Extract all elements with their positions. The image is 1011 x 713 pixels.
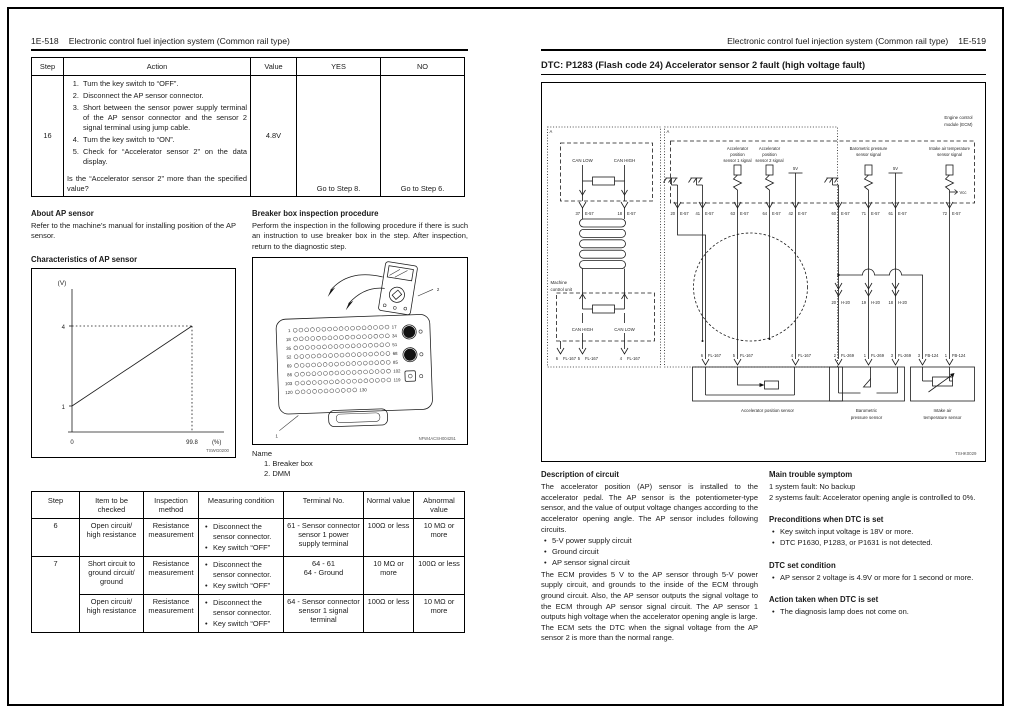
baro-sensor-label: Barometric (855, 408, 878, 413)
connector-pin (861, 202, 880, 216)
pin-number: 3 (917, 353, 920, 358)
characteristics-heading: Characteristics of AP sensor (31, 255, 138, 265)
left-page-number: 1E-518 (31, 36, 59, 46)
description-bullets: • 5-V power supply circuit • Ground circuit • AP sensor signal circuit (541, 536, 758, 568)
pin-number: 72 (942, 211, 947, 216)
breaker-row-end-label: 17 (391, 324, 397, 330)
iat-sensor-box (911, 367, 975, 401)
breaker-row-start-label: 35 (286, 345, 292, 351)
can-high-label: CAN HIGH (613, 158, 636, 163)
figure-code: NFW4ACSH004251 (418, 435, 456, 441)
cell-abnormal: 10 MΩ or more (414, 594, 465, 632)
can-low-label: CAN LOW (614, 327, 635, 332)
cell-yes: Go to Step 8. (297, 76, 381, 197)
preconditions-bullets: • Key switch input voltage is 18V or more. • DTC P1630, P1283, or P1631 is not detected. (769, 527, 986, 548)
breaker-row-end-label: 102 (393, 368, 401, 374)
cell-condition: • Disconnect the sensor connector. • Key switch “OFF” (199, 556, 284, 594)
connector-name: FB-124 (952, 353, 966, 358)
symptom-column (769, 470, 986, 644)
connector-name: FL-269 (898, 353, 911, 358)
col-normal: Normal value (364, 491, 414, 518)
pin-number: 64 (762, 211, 767, 216)
action-question: Is the “Accelerator sensor 2” more than the specified value? (67, 173, 247, 193)
connector-name: H-20 (898, 300, 907, 305)
characteristic-line (72, 326, 192, 406)
connector-pin (578, 348, 599, 361)
twisted-pair (580, 219, 626, 269)
cell-method: Resistance measurement (144, 594, 199, 632)
breaker-hole-grid (283, 324, 402, 395)
connector-name: E-57 (841, 211, 850, 216)
dmm-lead (331, 275, 383, 290)
pin-number: 60 (831, 211, 836, 216)
pin-number: 6 (555, 356, 558, 361)
pin-number: 20 (831, 300, 836, 305)
action-bullets: • The diagnosis lamp does not come on. (769, 607, 986, 617)
x-tick-998: 99.8 (186, 440, 198, 447)
col-abnormal: Abnormal value (414, 491, 465, 518)
about-heading: About AP sensor (31, 208, 94, 218)
breaker-box-drawing (253, 258, 467, 444)
ap-sensor-box (693, 367, 843, 401)
action-item: 3. Short between the sensor power supply terminal of the AP sensor connector and the sensor 2 signal terminal using jump cable. (81, 103, 247, 133)
zone-a-label: A (666, 129, 670, 134)
breaker-row-start-label: 18 (285, 336, 291, 342)
breaker-row-end-label: 51 (392, 341, 398, 347)
connector-pin (556, 348, 577, 361)
breaker-row-start-label: 120 (285, 389, 293, 395)
step-table (31, 57, 465, 197)
about-body: Refer to the machine’s manual for installing position of the AP sensor. (31, 220, 236, 241)
shield-ellipse (694, 233, 808, 341)
col-action: Action (64, 58, 251, 76)
breaker-box-figure (252, 257, 468, 445)
cell-abnormal: 100Ω or less (414, 556, 465, 594)
figure-legend (252, 449, 468, 478)
col-value: Value (251, 58, 297, 76)
ap-characteristics-figure (31, 268, 236, 458)
x-axis-unit: (%) (212, 440, 222, 447)
dtc-heading: DTC: P1283 (Flash code 24) Accelerator sensor 2 fault (high voltage fault) (541, 60, 986, 75)
col-item: Item to be checked (80, 491, 144, 518)
col-no: NO (381, 58, 465, 76)
figure-code: TSWG0200 (206, 448, 229, 454)
vcc-label: Vcc (959, 190, 967, 195)
action-list (67, 79, 247, 167)
symptom-line: 2 systems fault: Accelerator opening angle is controlled to 0%. (769, 492, 976, 502)
right-page-title: Electronic control fuel injection system (Common rail type) (727, 36, 949, 46)
ecm-label: Engine control (944, 115, 973, 120)
svg-text:sensor 2 signal: sensor 2 signal (755, 158, 784, 163)
cell-step: 7 (32, 556, 80, 632)
step-table-row (32, 76, 465, 197)
breaker-row-end-label: 85 (392, 359, 398, 365)
connector-pin (888, 283, 907, 305)
connector-name: FL-167 (708, 353, 721, 358)
svg-text:module (ECM): module (ECM) (944, 122, 973, 127)
connector-pin (831, 283, 850, 305)
pin-number: 41 (695, 211, 700, 216)
pin-number: 5 (732, 353, 735, 358)
breaker-row-start-label: 103 (284, 380, 293, 387)
cell-normal: 100Ω or less (364, 518, 414, 556)
action-item: 4. Turn the key switch to “ON”. (81, 135, 247, 145)
cell-abnormal: 10 MΩ or more (414, 518, 465, 556)
connector-pin (695, 202, 714, 216)
legend-item: 1. Breaker box (264, 458, 313, 468)
accel2-signal-label: Accelerator (758, 146, 781, 151)
symptom-heading: Main trouble symptom (769, 470, 853, 479)
cell-terminal: 64 - Sensor connector sensor 1 signal terminal (284, 594, 364, 632)
baro-signal-label: Barometric pressure (849, 146, 888, 151)
pin-number: 19 (861, 300, 866, 305)
connector-name: E-57 (772, 211, 781, 216)
description-p1: The accelerator position (AP) sensor is installed to the accelerator pedal. The AP sensor is the potentiometer-type sensor, and the value of output voltage changes according to the accelerator opening angle. The AP sensor includes following circuits. (541, 482, 758, 534)
col-terminal: Terminal No. (284, 491, 364, 518)
baro-sensor-box (830, 367, 905, 401)
pin-number: 71 (861, 211, 866, 216)
left-page-title: Electronic control fuel injection system (Common rail type) (68, 36, 290, 46)
right-page-header (541, 36, 986, 51)
connector-pin (861, 283, 880, 305)
connector-name: E-57 (627, 211, 636, 216)
pin-number: 42 (788, 211, 793, 216)
action-item: 2. Disconnect the AP sensor connector. (81, 91, 247, 101)
connector-name: FL-269 (841, 353, 854, 358)
action-item: 5. Check for “Accelerator sensor 2” on the data display. (81, 147, 247, 167)
cell-step: 6 (32, 518, 80, 556)
connector-name: E-57 (952, 211, 961, 216)
pin-number: 20 (670, 211, 675, 216)
callout-1: 1 (275, 433, 278, 439)
connector-name: H-20 (871, 300, 880, 305)
connector-pin (670, 202, 689, 216)
svg-text:sensor 1 signal: sensor 1 signal (723, 158, 752, 163)
check-row-7a (32, 556, 465, 594)
connector-pin (762, 202, 781, 216)
legend-heading: Name (252, 448, 273, 458)
cell-terminal: 64 - 61 64 - Ground (284, 556, 364, 594)
can-high-label: CAN HIGH (571, 327, 594, 332)
connector-pin (730, 202, 749, 216)
connector-name: FL-167 (563, 356, 576, 361)
circuit-diagram (542, 83, 985, 461)
description-p2: The ECM provides 5 V to the AP sensor through 5-V power supply circuit, and grounds to the inside of the ECM through ground circuit. Also, the AP sensor outputs the signal voltage to the ECM through AP sensor signal circuit. The AP sensor 1 outputs high voltage when the accelerator opening angle is large. (541, 569, 758, 622)
legend-item: 2. DMM (264, 468, 291, 478)
pin-number: 18 (888, 300, 893, 305)
y-tick-1: 1 (61, 405, 65, 412)
left-page-header (31, 36, 468, 51)
connector-name: E-57 (798, 211, 807, 216)
right-column (252, 199, 468, 478)
connector-pin (575, 202, 594, 216)
right-page (541, 36, 986, 644)
connector-pin-layer (556, 202, 966, 365)
preconditions-heading: Preconditions when DTC is set (769, 515, 884, 525)
connector-name: FL-269 (871, 353, 884, 358)
cell-normal: 100Ω or less (364, 594, 414, 632)
figure-code: TSHK0029 (955, 451, 977, 456)
connector-pin (701, 353, 722, 365)
iat-sensor-label: Intake air (933, 408, 952, 413)
connector-pin (788, 202, 807, 216)
cell-value: 4.8V (251, 76, 297, 197)
check-table (31, 491, 465, 633)
connector-pin (733, 353, 754, 365)
connector-name: H-20 (841, 300, 850, 305)
cell-no: Go to Step 6. (381, 76, 465, 197)
description-p3: The ECM sets the DTC when the signal voltage from the AP sensor 2 is more than the normal range. (541, 622, 758, 643)
action-item: 1. Turn the key switch to “OFF”. (81, 79, 247, 89)
pin-number: 1 (944, 353, 947, 358)
pin-number: 3 (890, 353, 893, 358)
cell-item: Open circuit/ high resistance (80, 518, 144, 556)
breaker-row-start-label: 52 (286, 354, 292, 360)
left-page (31, 36, 468, 633)
step-table-header-row (32, 58, 465, 76)
connector-pin (942, 202, 961, 216)
breaker-heading: Breaker box inspection procedure (252, 208, 379, 218)
cell-action (64, 76, 251, 197)
y-tick-4: 4 (61, 325, 65, 332)
col-step: Step (32, 58, 64, 76)
svg-text:control unit: control unit (550, 287, 572, 292)
ecm-can-box (561, 143, 653, 201)
pin-number: 4 (790, 353, 793, 358)
svg-text:pressure sensor: pressure sensor (850, 415, 883, 420)
connector-name: FB-124 (925, 353, 939, 358)
breaker-body: Perform the inspection in the following procedure if there is such an instruction to use breaker box in the step. After inspection, return to the diagnostic step. (252, 220, 468, 252)
connector-pin (831, 202, 850, 216)
circuit-figure (541, 82, 986, 462)
accel1-signal-label: Accelerator (726, 146, 749, 151)
col-condition: Measuring condition (199, 491, 284, 518)
check-table-header-row (32, 491, 465, 518)
col-method: Inspection method (144, 491, 199, 518)
action-heading: Action taken when DTC is set (769, 594, 879, 604)
svg-text:sensor signal: sensor signal (937, 152, 962, 157)
y-axis-unit: (V) (57, 280, 67, 288)
5v-label: 5V (792, 166, 799, 171)
connector-pin (620, 348, 641, 361)
cell-condition: • Disconnect the sensor connector. • Key switch “OFF” (199, 518, 284, 556)
iat-signal-label: Intake air temperature (929, 146, 970, 151)
svg-text:sensor signal: sensor signal (856, 152, 881, 157)
svg-text:position: position (762, 152, 777, 157)
connector-name: FL-167 (585, 356, 598, 361)
connector-pin (617, 202, 636, 216)
connector-name: E-57 (585, 211, 594, 216)
mcu-box (557, 293, 655, 341)
right-page-number: 1E-519 (958, 36, 986, 46)
pin-number: 63 (730, 211, 735, 216)
description-column (541, 470, 758, 644)
connector-pin (864, 353, 885, 365)
ap-characteristics-chart (32, 269, 235, 457)
set-condition-heading: DTC set condition (769, 560, 836, 570)
connector-pin (945, 353, 966, 365)
connector-name: E-57 (680, 211, 689, 216)
cell-step: 16 (32, 76, 64, 197)
connector-name: E-57 (740, 211, 749, 216)
connector-name: FL-167 (627, 356, 640, 361)
check-row-7b (32, 594, 465, 632)
connector-pin (791, 353, 812, 365)
pin-number: 6 (700, 353, 703, 358)
callout-2: 2 (436, 286, 440, 292)
pin-number: 61 (888, 211, 893, 216)
ap-sensor-label: Accelerator position sensor (741, 408, 794, 413)
x-tick-0: 0 (70, 440, 74, 447)
connector-name: FL-167 (798, 353, 811, 358)
5v-label: 5V (892, 166, 899, 171)
zone-a-label: A (549, 129, 553, 134)
cell-terminal: 61 - Sensor connector sensor 1 power supply terminal (284, 518, 364, 556)
symptom-line: 1 system fault: No backup (769, 482, 856, 491)
col-yes: YES (297, 58, 381, 76)
pin-number: 37 (575, 211, 580, 216)
connector-name: E-57 (898, 211, 907, 216)
pin-number: 1 (863, 353, 866, 358)
connector-name: E-57 (871, 211, 880, 216)
breaker-row-start-label: 86 (287, 371, 293, 378)
breaker-row-end-label: 34 (391, 332, 398, 339)
connector-name: FL-167 (740, 353, 753, 358)
breaker-row-start-label: 69 (286, 363, 292, 369)
connector-pin (834, 353, 855, 365)
connector-pin (918, 353, 939, 365)
connector-pin (891, 353, 912, 365)
svg-text:position: position (730, 152, 745, 157)
description-heading: Description of circuit (541, 470, 619, 479)
cell-item: Short circuit to ground circuit/ ground (80, 556, 144, 594)
pin-number: 5 (577, 356, 580, 361)
breaker-row-end-label: 130 (359, 387, 367, 393)
cell-condition: • Disconnect the sensor connector. • Key switch “OFF” (199, 594, 284, 632)
check-row-6 (32, 518, 465, 556)
connector-name: E-57 (705, 211, 714, 216)
pin-number: 4 (619, 356, 622, 361)
can-low-label: CAN LOW (572, 158, 593, 163)
cell-item: Open circuit/ high resistance (80, 594, 144, 632)
breaker-row-start-label: 1 (287, 327, 291, 333)
breaker-row-end-label: 68 (392, 350, 398, 356)
mcu-label: Machine (550, 280, 568, 285)
breaker-box-body (276, 314, 433, 428)
cell-method: Resistance measurement (144, 518, 199, 556)
left-column (31, 199, 236, 458)
cell-normal: 10 MΩ or more (364, 556, 414, 594)
svg-text:temperature sensor: temperature sensor (923, 415, 962, 420)
cell-method: Resistance measurement (144, 556, 199, 594)
pin-number: 18 (617, 211, 622, 216)
set-condition-bullets: • AP sensor 2 voltage is 4.9V or more for 1 second or more. (769, 573, 986, 583)
col-step: Step (32, 491, 80, 518)
connector-pin (888, 202, 907, 216)
breaker-row-end-label: 119 (393, 377, 401, 383)
pin-number: 2 (833, 353, 836, 358)
